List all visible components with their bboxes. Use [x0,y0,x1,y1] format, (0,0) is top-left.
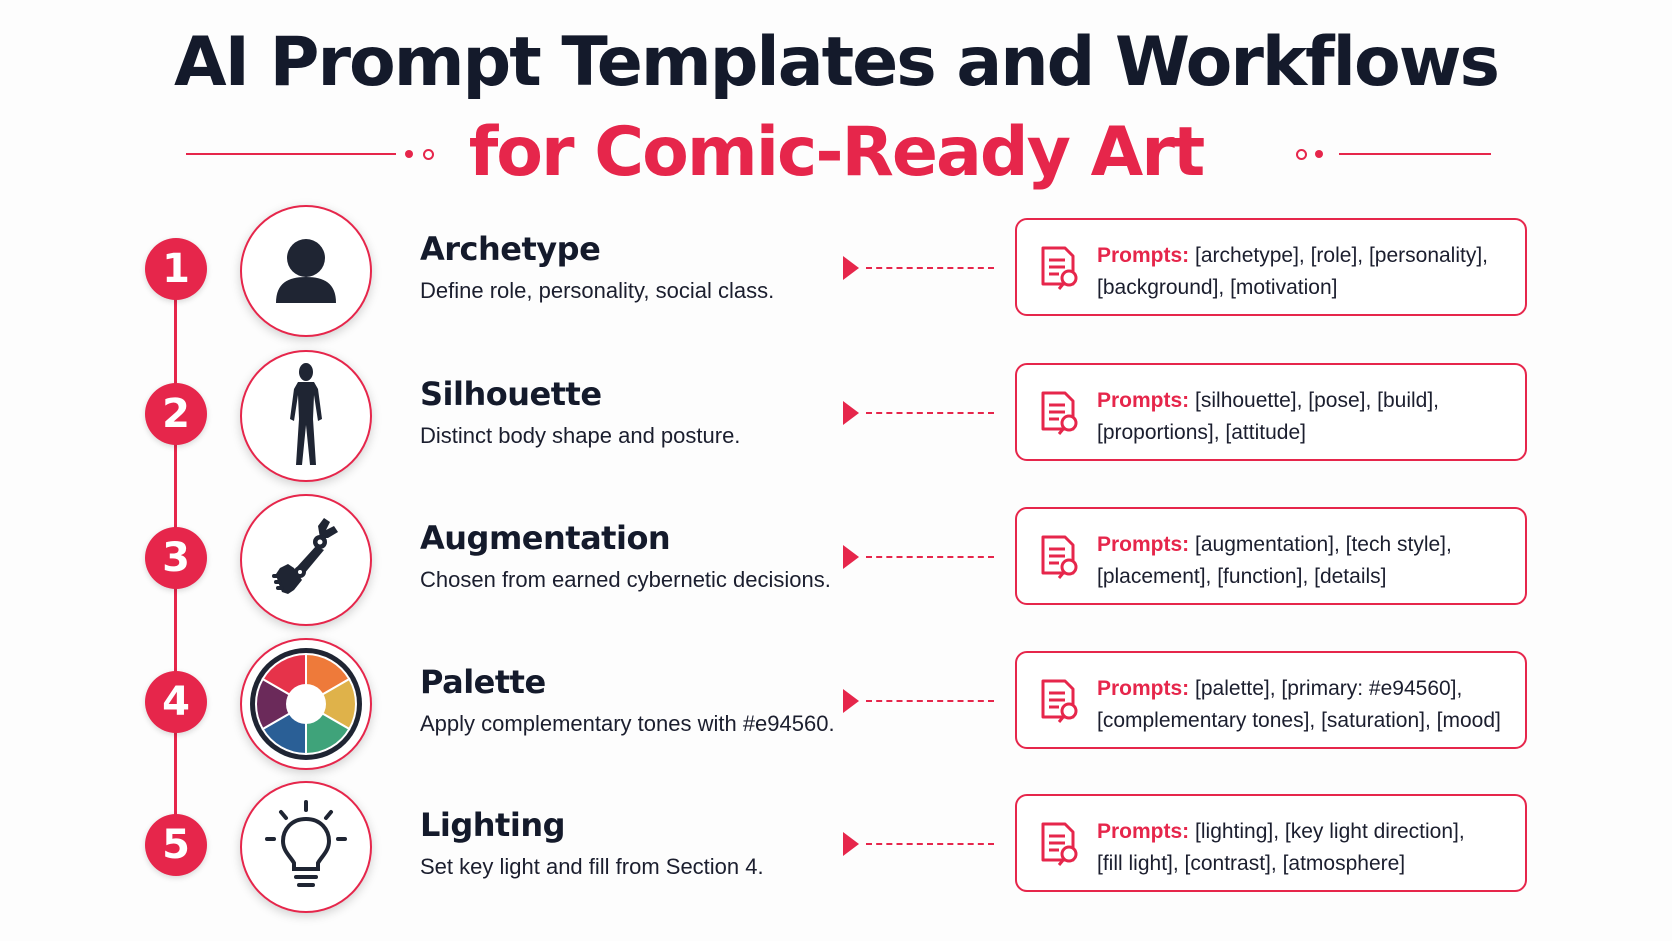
prompt-document-icon [1037,677,1081,725]
dashed-connector [866,267,994,269]
dashed-connector [866,700,994,702]
step-description: Define role, personality, social class. [420,278,775,303]
arrow-head-icon [843,832,859,856]
prompt-text [1097,529,1517,593]
step-row-silhouette [0,345,1672,475]
palette-icon-circle [240,638,372,770]
prompt-line-2: [placement], [function], [details] [1097,565,1387,588]
prompt-label: Prompts: [1097,244,1190,267]
prompt-line-1: [silhouette], [pose], [build], [1195,389,1440,412]
prompt-text [1097,385,1517,449]
silhouette-icon-circle [240,350,372,482]
step-number-badge: 5 [145,814,207,876]
prompt-line-2: [background], [motivation] [1097,276,1338,299]
right-decor-ring [1296,149,1307,160]
step-title: Archetype [420,230,601,268]
page-title: AI Prompt Templates and Workflows [174,23,1498,102]
right-decor-dot [1315,150,1323,158]
left-decor-line [186,153,396,155]
robotic-arm-icon [258,512,354,608]
prompt-document-icon [1037,244,1081,292]
color-wheel-icon [247,645,365,763]
prompt-line-2: [complementary tones], [saturation], [mood] [1097,709,1501,732]
prompt-box [1015,507,1527,605]
step-title: Augmentation [420,519,671,557]
prompt-box [1015,651,1527,749]
prompt-line-2: [fill light], [contrast], [atmosphere] [1097,852,1406,875]
prompt-text [1097,240,1517,304]
prompt-line-1: [augmentation], [tech style], [1195,533,1452,556]
step-number-badge: 4 [145,671,207,733]
prompt-line-2: [proportions], [attitude] [1097,421,1306,444]
step-description: Apply complementary tones with #e94560. [420,711,835,736]
page-subtitle: for Comic-Ready Art [468,113,1204,192]
step-number-badge: 1 [145,238,207,300]
arrow-head-icon [843,689,859,713]
prompt-label: Prompts: [1097,820,1190,843]
prompt-line-1: [lighting], [key light direction], [1195,820,1465,843]
prompt-document-icon [1037,389,1081,437]
arrow-head-icon [843,401,859,425]
arrow-head-icon [843,256,859,280]
step-description: Chosen from earned cybernetic decisions. [420,567,831,592]
step-description: Distinct body shape and posture. [420,423,741,448]
lighting-icon-circle [240,781,372,913]
prompt-box [1015,794,1527,892]
step-row-archetype [0,200,1672,330]
prompt-line-1: [palette], [primary: #e94560], [1195,677,1463,700]
left-decor-ring [423,149,434,160]
arrow-head-icon [843,545,859,569]
prompt-text [1097,816,1517,880]
step-title: Silhouette [420,375,602,413]
augmentation-icon-circle [240,494,372,626]
step-number-badge: 3 [145,527,207,589]
lightbulb-icon [261,799,351,895]
step-description: Set key light and fill from Section 4. [420,854,764,879]
left-decor-dot [405,150,413,158]
prompt-label: Prompts: [1097,389,1190,412]
person-icon [266,231,346,311]
dashed-connector [866,556,994,558]
step-title: Lighting [420,806,565,844]
prompt-box [1015,218,1527,316]
archetype-icon-circle [240,205,372,337]
dashed-connector [866,412,994,414]
prompt-label: Prompts: [1097,533,1190,556]
step-number-badge: 2 [145,383,207,445]
step-row-palette [0,633,1672,763]
prompt-box [1015,363,1527,461]
prompt-line-1: [archetype], [role], [personality], [1195,244,1489,267]
step-row-augmentation [0,489,1672,619]
prompt-text [1097,673,1517,737]
prompt-document-icon [1037,820,1081,868]
right-decor-line [1339,153,1491,155]
prompt-label: Prompts: [1097,677,1190,700]
step-title: Palette [420,663,546,701]
prompt-document-icon [1037,533,1081,581]
dashed-connector [866,843,994,845]
silhouette-icon [266,361,346,471]
step-row-lighting [0,776,1672,906]
